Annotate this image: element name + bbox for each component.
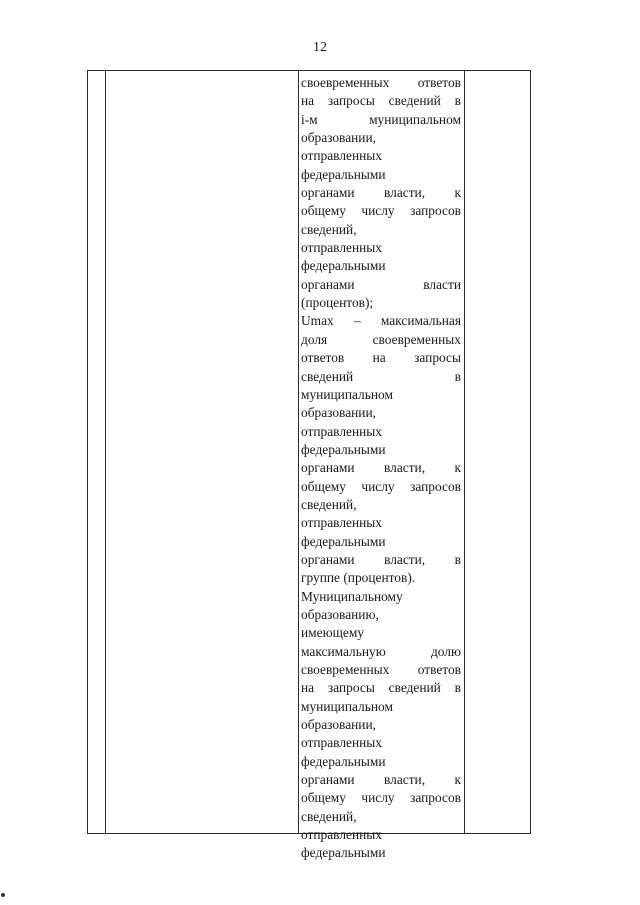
text-line: органами власти, в (301, 551, 461, 567)
table-cell-description (301, 74, 461, 863)
text-line: группе (процентов). (301, 570, 416, 586)
text-line: отправленных (301, 240, 382, 256)
text-line: образованию, (301, 606, 379, 622)
text-line: доля своевременных (301, 331, 461, 347)
text-line: образовании, (301, 405, 376, 421)
text-line: своевременных ответов (301, 75, 461, 90)
text-line: отправленных (301, 515, 382, 531)
text-line: образовании, (301, 717, 376, 733)
text-line: (процентов); (301, 295, 374, 311)
text-line: муниципальном (301, 698, 393, 714)
text-line: общему числу запросов (301, 478, 461, 494)
text-line: муниципальном (301, 386, 393, 402)
text-line: своевременных ответов (301, 662, 461, 677)
text-line: отправленных (301, 735, 382, 751)
text-line: Umax – максимальная (301, 313, 461, 329)
table-column-divider (298, 71, 299, 833)
text-line: ответов на запросы (301, 350, 461, 366)
text-line: Муниципальному (301, 588, 403, 604)
text-line: общему числу запросов (301, 203, 461, 219)
text-line: общему числу запросов (301, 790, 461, 806)
text-line: федеральными (301, 441, 386, 457)
table-column-divider (464, 71, 465, 833)
text-line: имеющему (301, 625, 365, 641)
text-line: отправленных (301, 423, 382, 439)
text-line: сведений, (301, 496, 357, 512)
scan-mark (1, 893, 5, 897)
text-line: сведений, (301, 808, 357, 824)
text-line: органами власти, к (301, 772, 461, 788)
text-line: федеральными (301, 845, 386, 861)
text-line: i-м муниципальном (301, 111, 461, 127)
text-line: отправленных (301, 148, 382, 164)
text-line: образовании, (301, 130, 376, 146)
text-line: федеральными (301, 166, 386, 182)
text-line: федеральными (301, 753, 386, 769)
text-line: отправленных (301, 827, 382, 843)
text-line: сведений, (301, 221, 357, 237)
table-column-divider (105, 71, 106, 833)
text-line: органами власти, к (301, 185, 461, 201)
content-table (87, 70, 531, 861)
text-line: органами власти, к (301, 460, 461, 476)
text-line: федеральными (301, 533, 386, 549)
text-line: максимальную долю (301, 643, 461, 659)
page-number: 12 (313, 40, 327, 55)
text-line: федеральными (301, 258, 386, 274)
text-line: сведений в (301, 368, 461, 384)
text-line: органами власти (301, 276, 461, 292)
text-line: на запросы сведений в (301, 93, 461, 109)
text-line: на запросы сведений в (301, 680, 461, 696)
